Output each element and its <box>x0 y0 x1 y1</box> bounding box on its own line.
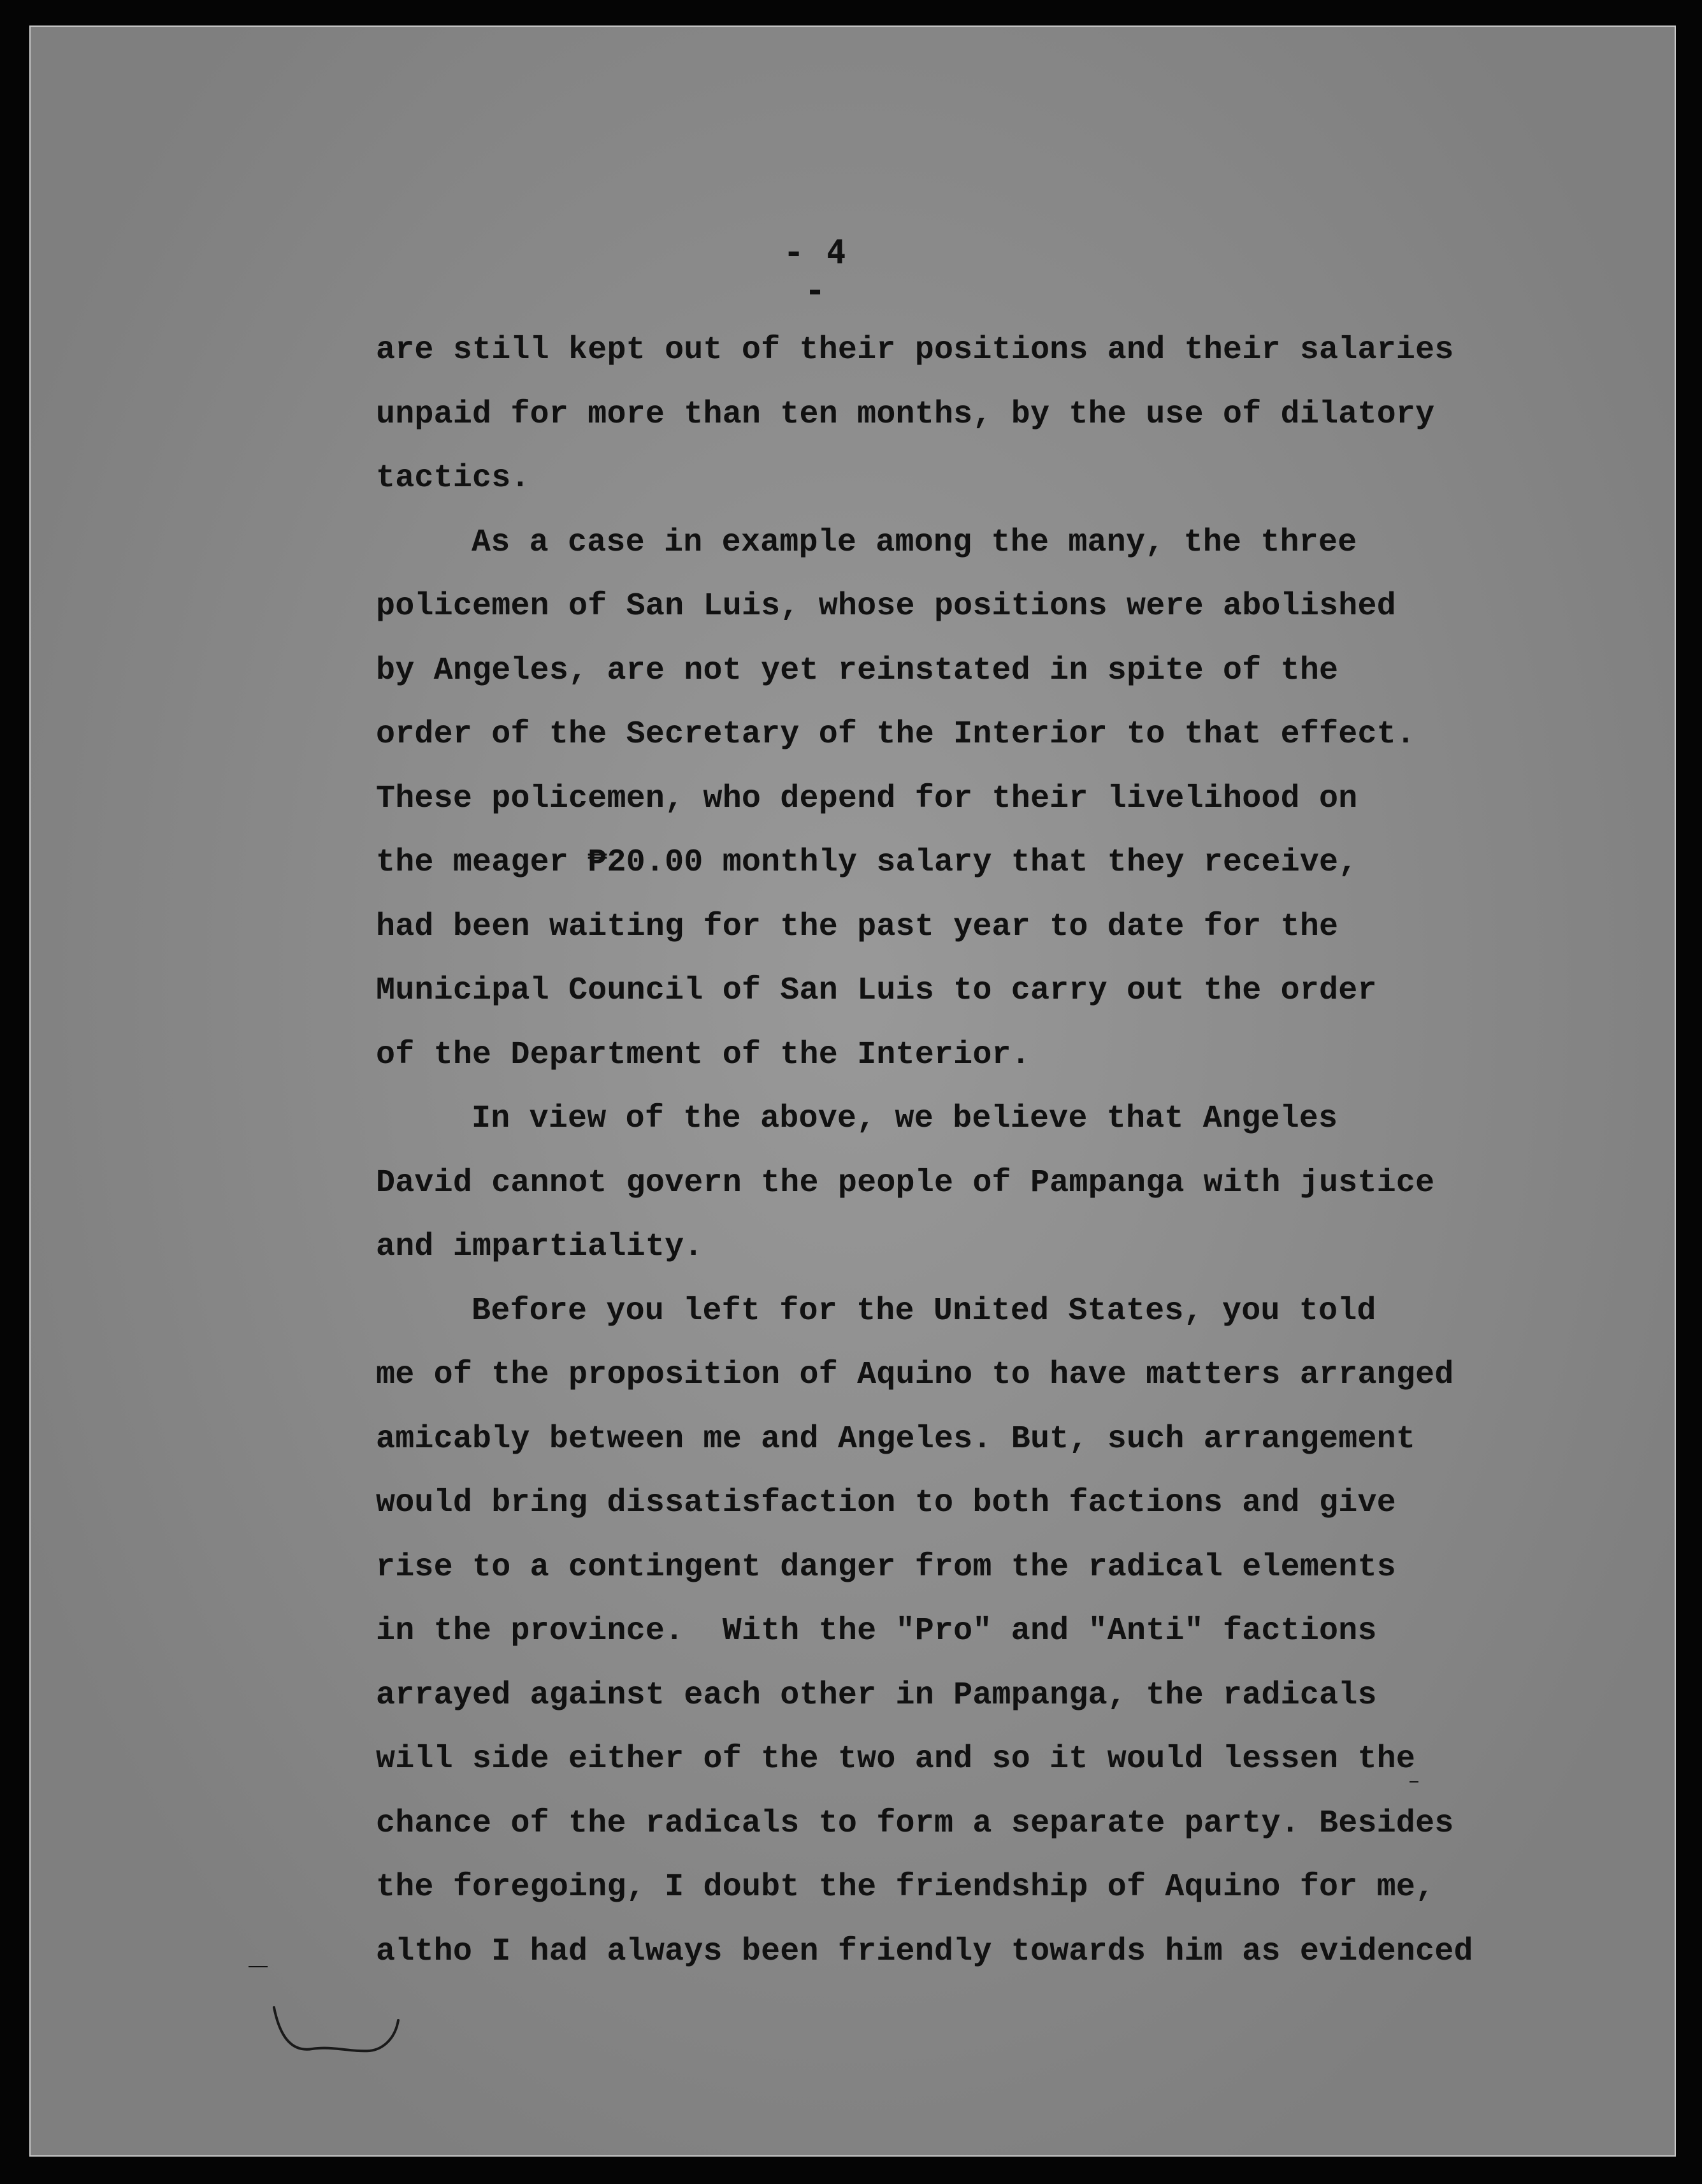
text-line: tactics. <box>376 460 530 496</box>
text-line: policemen of San Luis, whose positions were abolished <box>376 588 1396 625</box>
margin-mark <box>1410 1781 1418 1783</box>
text-line: amicably between me and Angeles. But, such arrangement <box>376 1421 1416 1457</box>
text-line: altho I had always been friendly towards him as evidenced <box>376 1933 1473 1970</box>
pencil-scribble <box>268 1995 421 2071</box>
text-line: David cannot govern the people of Pampanga with justice <box>376 1164 1435 1201</box>
text-line: order of the Secretary of the Interior to that effect. <box>376 716 1416 753</box>
text-line: by Angeles, are not yet reinstated in spite of the <box>376 652 1339 689</box>
text-line: and impartiality. <box>376 1229 703 1265</box>
text-line: me of the proposition of Aquino to have matters arranged <box>376 1357 1454 1393</box>
text-line: the meager ₱20.00 monthly salary that they receive, <box>376 844 1358 881</box>
text-line: had been waiting for the past year to date for the <box>376 908 1339 945</box>
paragraph-start-line: Before you left for the United States, you told <box>472 1292 1376 1329</box>
text-line: the foregoing, I doubt the friendship of Aquino for me, <box>376 1869 1435 1906</box>
text-line: of the Department of the Interior. <box>376 1036 1030 1073</box>
text-line: in the province. With the "Pro" and "Anti" factions <box>376 1613 1377 1649</box>
text-line: Municipal Council of San Luis to carry out the order <box>376 973 1377 1009</box>
letter-body <box>376 319 1472 1984</box>
text-line: are still kept out of their positions and their salaries <box>376 332 1454 368</box>
paragraph-start-line: In view of the above, we believe that Angeles <box>472 1101 1338 1137</box>
text-line: rise to a contingent danger from the radical elements <box>376 1549 1396 1586</box>
page-number: - 4 - <box>784 233 847 310</box>
text-line: would bring dissatisfaction to both factions and give <box>376 1485 1396 1521</box>
paragraph-start-line: As a case in example among the many, the three <box>472 524 1357 561</box>
margin-mark <box>249 1966 268 1967</box>
text-line: arrayed against each other in Pampanga, the radicals <box>376 1677 1377 1714</box>
text-line: unpaid for more than ten months, by the use of dilatory <box>376 396 1435 433</box>
text-line: These policemen, who depend for their livelihood on <box>376 780 1358 817</box>
text-line: will side either of the two and so it would lessen the <box>376 1741 1416 1777</box>
text-line: chance of the radicals to form a separate party. Besides <box>376 1805 1454 1842</box>
